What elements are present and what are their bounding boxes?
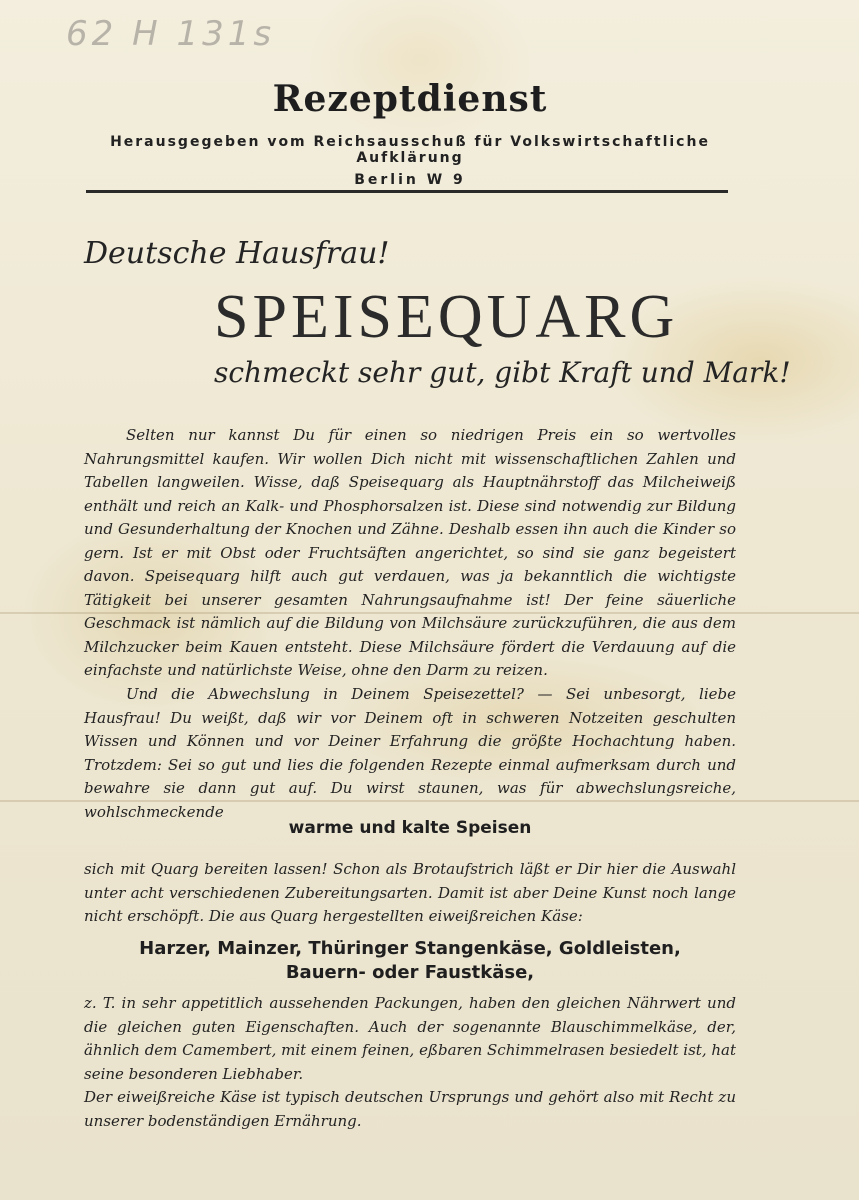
cheese-list-line-1: Harzer, Mainzer, Thüringer Stangenkäse, Goldleisten, xyxy=(139,938,681,959)
section-heading-warm-cold: warme und kalte Speisen xyxy=(288,818,532,838)
masthead xyxy=(60,78,760,188)
masthead-subtitle: Herausgegeben vom Reichsausschuß für Volkswirtschaftliche Aufklärung xyxy=(110,134,710,166)
body-paragraph-5: Der eiweißreiche Käse ist typisch deutschen Ursprungs und gehört also mit Recht zu unserer bodenständigen Ernährung. xyxy=(84,1088,736,1130)
archive-pencil-note: 62 H 131s xyxy=(66,14,276,54)
body-paragraph-1: Selten nur kannst Du für einen so niedrigen Preis ein so wertvolles Nahrungsmittel kaufen. Wir wollen Dich nicht mit wissenschaftlichen Zahlen und Tabellen langweilen. Wisse, daß Speisequarg als Hauptnährstoff das Milcheiweiß enthält und reich an Kalk- und Phosphorsalzen ist. Diese sind notwendig zur Bildung und Gesunderhaltung der Knochen und Zähne. Deshalb essen ihn auch die Kinder so gern. Ist er mit Obst oder Fruchtsäften angerichtet, so sind sie ganz begeistert davon. Speisequarg hilft auch gut verdauen, was ja bekanntlich die wichtigste Tätigkeit bei unserer gesamten Nahrungsaufnahme ist! Der feine säuerliche Geschmack ist nämlich auf die Bildung von Milchsäure zurückzuführen, die aus dem Milchzucker beim Kauen entsteht. Diese Milchsäure fördert die Verdauung auf die einfachste und natürlichste Weise, ohne den Darm zu reizen. xyxy=(84,426,736,679)
masthead-title: Rezeptdienst xyxy=(272,78,548,120)
cheese-list-line-2: Bauern- oder Faustkäse, xyxy=(285,962,535,983)
masthead-address: Berlin W 9 xyxy=(354,172,466,188)
slogan: schmeckt sehr gut, gibt Kraft und Mark! xyxy=(214,356,791,389)
headline: SPEISEQUARG xyxy=(214,283,679,351)
body-paragraph-4: z. T. in sehr appetitlich aussehenden Packungen, haben den gleichen Nährwert und die gleichen guten Eigenschaften. Auch der sogenannte Blauschimmelkäse, der, ähnlich dem Camembert, mit einem feinen, eßbaren Schimmelrasen besiedelt ist, hat seine besonderen Liebhaber. xyxy=(84,994,737,1083)
body-paragraph-3: sich mit Quarg bereiten lassen! Schon als Brotaufstrich läßt er Dir hier die Auswahl unter acht verschiedenen Zubereitungsarten. Damit ist aber Deine Kunst noch lange nicht erschöpft. Die aus Quarg hergestellten eiweißreichen Käse: xyxy=(84,860,736,925)
body-paragraph-2: Und die Abwechslung in Deinem Speisezettel? — Sei unbesorgt, liebe Hausfrau! Du weißt, daß wir vor Deinem oft in schweren Notzeiten geschulten Wissen und Können und vor Deiner Erfahrung die größte Hochachtung haben. Trotzdem: Sei so gut und lies die folgenden Rezepte einmal aufmerksam durch und bewahre sie dann gut auf. Du wirst staunen, was für abwechslungsreiche, wohlschmeckende xyxy=(84,685,736,821)
masthead-rule xyxy=(86,190,728,193)
greeting: Deutsche Hausfrau! xyxy=(84,236,390,271)
